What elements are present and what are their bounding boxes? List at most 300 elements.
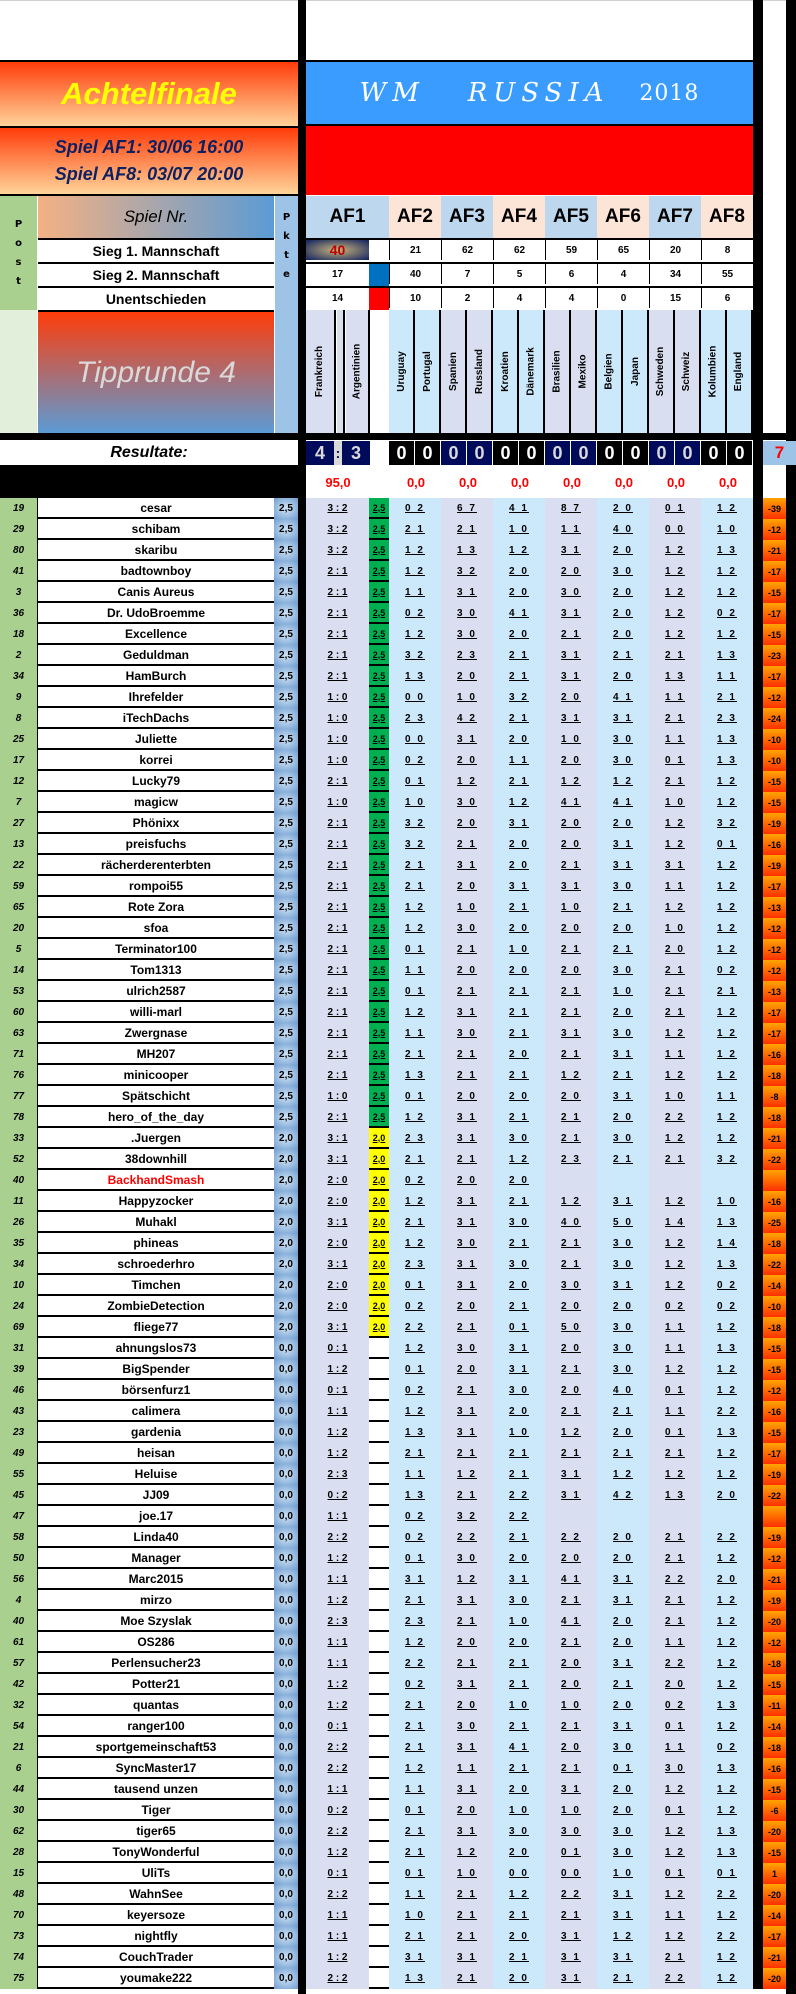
- tip-af5[interactable]: 4 1: [545, 1611, 597, 1632]
- tip-af1[interactable]: 1 : 0: [306, 792, 369, 813]
- tip-af7[interactable]: 2 2: [649, 1107, 701, 1128]
- player-name[interactable]: magicw: [37, 792, 274, 813]
- player-name[interactable]: tausend unzen: [37, 1779, 274, 1800]
- tip-af5[interactable]: 1 2: [545, 1065, 597, 1086]
- tip-af8[interactable]: 0 2: [701, 1275, 753, 1296]
- tip-af6[interactable]: 2 0: [597, 1632, 649, 1653]
- tip-af7[interactable]: 2 1: [649, 960, 701, 981]
- tip-af7[interactable]: 2 1: [649, 1149, 701, 1170]
- player-name[interactable]: Zwergnase: [37, 1023, 274, 1044]
- tip-af8[interactable]: 0 1: [701, 834, 753, 855]
- tip-af2[interactable]: 2 3: [389, 1128, 441, 1149]
- tip-af5[interactable]: 3 1: [545, 1947, 597, 1968]
- tip-af2[interactable]: 0 1: [389, 981, 441, 1002]
- tip-af4[interactable]: 2 0: [493, 1779, 545, 1800]
- tip-af3[interactable]: 4 2: [441, 708, 493, 729]
- player-name[interactable]: iTechDachs: [37, 708, 274, 729]
- table-row[interactable]: [0, 939, 796, 960]
- tip-af3[interactable]: 3 0: [441, 1338, 493, 1359]
- player-name[interactable]: joe.17: [37, 1506, 274, 1527]
- tip-af8[interactable]: 1 2: [701, 1716, 753, 1737]
- tip-af8[interactable]: 2 2: [701, 1926, 753, 1947]
- tip-af7[interactable]: 1 3: [649, 1485, 701, 1506]
- tip-af6[interactable]: 2 0: [597, 918, 649, 939]
- tip-af5[interactable]: 2 0: [545, 561, 597, 582]
- tip-af4[interactable]: 3 0: [493, 1254, 545, 1275]
- tip-af3[interactable]: 3 1: [441, 1107, 493, 1128]
- tip-af6[interactable]: 3 1: [597, 1716, 649, 1737]
- tip-af7[interactable]: 1 2: [649, 603, 701, 624]
- tip-af4[interactable]: 2 1: [493, 1464, 545, 1485]
- player-name[interactable]: UliTs: [37, 1863, 274, 1884]
- table-row[interactable]: [0, 1023, 796, 1044]
- tip-af8[interactable]: 1 2: [701, 1464, 753, 1485]
- tip-af6[interactable]: 2 0: [597, 1107, 649, 1128]
- table-row[interactable]: [0, 1758, 796, 1779]
- table-row[interactable]: [0, 666, 796, 687]
- tip-af5[interactable]: 1 2: [545, 1422, 597, 1443]
- tip-af2[interactable]: 0 2: [389, 603, 441, 624]
- tip-af7[interactable]: 1 2: [649, 1464, 701, 1485]
- tip-af5[interactable]: 3 1: [545, 666, 597, 687]
- tip-af1[interactable]: 2 : 2: [306, 1821, 369, 1842]
- tip-af7[interactable]: 1 2: [649, 1275, 701, 1296]
- player-name[interactable]: cesar: [37, 498, 274, 519]
- tip-af6[interactable]: 3 1: [597, 708, 649, 729]
- tip-af1[interactable]: 1 : 1: [306, 1926, 369, 1947]
- tip-af3[interactable]: 3 0: [441, 1548, 493, 1569]
- table-row[interactable]: [0, 1863, 796, 1884]
- tip-af4[interactable]: 2 1: [493, 645, 545, 666]
- tip-af1[interactable]: 2 : 1: [306, 666, 369, 687]
- tip-af3[interactable]: 3 2: [441, 561, 493, 582]
- tip-af4[interactable]: 2 1: [493, 1947, 545, 1968]
- tip-af5[interactable]: 2 0: [545, 1086, 597, 1107]
- tip-af1[interactable]: 0 : 1: [306, 1716, 369, 1737]
- tip-af3[interactable]: 3 1: [441, 1275, 493, 1296]
- tip-af4[interactable]: 1 2: [493, 1149, 545, 1170]
- tip-af3[interactable]: 2 0: [441, 1359, 493, 1380]
- tip-af6[interactable]: 3 1: [597, 1590, 649, 1611]
- tip-af6[interactable]: 3 0: [597, 1359, 649, 1380]
- player-name[interactable]: Canis Aureus: [37, 582, 274, 603]
- tip-af8[interactable]: 2 2: [701, 1527, 753, 1548]
- tip-af2[interactable]: 0 1: [389, 1086, 441, 1107]
- table-row[interactable]: [0, 1128, 796, 1149]
- tip-af3[interactable]: 3 2: [441, 1506, 493, 1527]
- tip-af2[interactable]: 0 1: [389, 1800, 441, 1821]
- tip-af4[interactable]: 2 0: [493, 582, 545, 603]
- tip-af5[interactable]: 2 0: [545, 813, 597, 834]
- tip-af3[interactable]: 1 0: [441, 1863, 493, 1884]
- table-row[interactable]: [0, 1002, 796, 1023]
- tip-af5[interactable]: 1 0: [545, 729, 597, 750]
- tip-af2[interactable]: 1 1: [389, 582, 441, 603]
- tip-af1[interactable]: 1 : 2: [306, 1842, 369, 1863]
- tip-af4[interactable]: 4 1: [493, 1737, 545, 1758]
- tip-af7[interactable]: 0 2: [649, 1695, 701, 1716]
- tip-af4[interactable]: 2 1: [493, 1296, 545, 1317]
- tip-af7[interactable]: 1 2: [649, 834, 701, 855]
- tip-af6[interactable]: 2 0: [597, 1548, 649, 1569]
- tip-af4[interactable]: 3 0: [493, 1212, 545, 1233]
- tip-af3[interactable]: 3 1: [441, 1128, 493, 1149]
- tip-af6[interactable]: 4 0: [597, 1380, 649, 1401]
- tip-af1[interactable]: 1 : 1: [306, 1779, 369, 1800]
- tip-af6[interactable]: 4 1: [597, 792, 649, 813]
- tip-af4[interactable]: 2 0: [493, 1548, 545, 1569]
- tip-af6[interactable]: 2 0: [597, 1800, 649, 1821]
- tip-af4[interactable]: 2 0: [493, 1170, 545, 1191]
- tip-af6[interactable]: 2 0: [597, 540, 649, 561]
- tip-af3[interactable]: 3 0: [441, 792, 493, 813]
- player-name[interactable]: 38downhill: [37, 1149, 274, 1170]
- tip-af4[interactable]: 1 0: [493, 1695, 545, 1716]
- table-row[interactable]: [0, 981, 796, 1002]
- tip-af2[interactable]: 3 1: [389, 1947, 441, 1968]
- tip-af1[interactable]: 2 : 2: [306, 1968, 369, 1989]
- tip-af4[interactable]: 3 0: [493, 1821, 545, 1842]
- tip-af8[interactable]: 1 3: [701, 750, 753, 771]
- tip-af1[interactable]: 2 : 1: [306, 1107, 369, 1128]
- table-row[interactable]: [0, 1086, 796, 1107]
- tip-af7[interactable]: 2 2: [649, 1653, 701, 1674]
- tip-af2[interactable]: 2 2: [389, 1317, 441, 1338]
- tip-af3[interactable]: 1 2: [441, 771, 493, 792]
- table-row[interactable]: [0, 1044, 796, 1065]
- player-name[interactable]: WahnSee: [37, 1884, 274, 1905]
- tip-af1[interactable]: 2 : 1: [306, 918, 369, 939]
- tip-af8[interactable]: 2 3: [701, 708, 753, 729]
- tip-af1[interactable]: 2 : 0: [306, 1233, 369, 1254]
- table-row[interactable]: [0, 897, 796, 918]
- player-name[interactable]: youmake222: [37, 1968, 274, 1989]
- tip-af1[interactable]: 2 : 0: [306, 1191, 369, 1212]
- tip-af1[interactable]: 3 : 1: [306, 1212, 369, 1233]
- tip-af8[interactable]: 1 2: [701, 1023, 753, 1044]
- tip-af3[interactable]: 3 1: [441, 1590, 493, 1611]
- tip-af1[interactable]: 2 : 1: [306, 855, 369, 876]
- player-name[interactable]: sportgemeinschaft53: [37, 1737, 274, 1758]
- tip-af3[interactable]: 2 1: [441, 1611, 493, 1632]
- tip-af2[interactable]: 2 1: [389, 855, 441, 876]
- player-name[interactable]: Marc2015: [37, 1569, 274, 1590]
- tip-af8[interactable]: 1 2: [701, 1653, 753, 1674]
- player-name[interactable]: HamBurch: [37, 666, 274, 687]
- tip-af2[interactable]: 1 2: [389, 1338, 441, 1359]
- tip-af4[interactable]: 2 0: [493, 1842, 545, 1863]
- tip-af7[interactable]: 1 1: [649, 1737, 701, 1758]
- player-name[interactable]: Heluise: [37, 1464, 274, 1485]
- tip-af7[interactable]: 2 0: [649, 939, 701, 960]
- tip-af5[interactable]: 2 1: [545, 1401, 597, 1422]
- table-row[interactable]: [0, 729, 796, 750]
- tip-af2[interactable]: 2 2: [389, 1653, 441, 1674]
- tip-af5[interactable]: 2 0: [545, 1296, 597, 1317]
- tip-af4[interactable]: 2 1: [493, 1527, 545, 1548]
- tip-af8[interactable]: 1 3: [701, 645, 753, 666]
- tip-af8[interactable]: 1 2: [701, 1065, 753, 1086]
- tip-af6[interactable]: 1 0: [597, 1863, 649, 1884]
- player-name[interactable]: Tiger: [37, 1800, 274, 1821]
- player-name[interactable]: .Juergen: [37, 1128, 274, 1149]
- tip-af8[interactable]: 1 2: [701, 918, 753, 939]
- tip-af4[interactable]: 2 0: [493, 855, 545, 876]
- tip-af4[interactable]: 2 1: [493, 1716, 545, 1737]
- tip-af1[interactable]: 0 : 1: [306, 1380, 369, 1401]
- tip-af1[interactable]: 1 : 1: [306, 1569, 369, 1590]
- tip-af7[interactable]: 1 2: [649, 1821, 701, 1842]
- table-row[interactable]: [0, 1338, 796, 1359]
- tip-af1[interactable]: 1 : 1: [306, 1632, 369, 1653]
- tip-af1[interactable]: 1 : 1: [306, 1653, 369, 1674]
- tip-af7[interactable]: 0 1: [649, 1863, 701, 1884]
- tip-af1[interactable]: 2 : 1: [306, 876, 369, 897]
- tip-af8[interactable]: 1 3: [701, 1821, 753, 1842]
- tip-af8[interactable]: [701, 1506, 753, 1527]
- tip-af2[interactable]: 1 1: [389, 1779, 441, 1800]
- tip-af6[interactable]: 2 0: [597, 1611, 649, 1632]
- tip-af6[interactable]: 3 0: [597, 750, 649, 771]
- tip-af5[interactable]: 2 1: [545, 981, 597, 1002]
- tip-af8[interactable]: 1 1: [701, 666, 753, 687]
- tip-af7[interactable]: 1 1: [649, 729, 701, 750]
- player-name[interactable]: schroederhro: [37, 1254, 274, 1275]
- tip-af6[interactable]: 3 1: [597, 1275, 649, 1296]
- tip-af4[interactable]: 2 0: [493, 1401, 545, 1422]
- tip-af1[interactable]: 1 : 2: [306, 1443, 369, 1464]
- tip-af7[interactable]: 0 1: [649, 498, 701, 519]
- table-row[interactable]: [0, 1968, 796, 1989]
- tip-af6[interactable]: 3 0: [597, 1254, 649, 1275]
- tip-af5[interactable]: 2 0: [545, 1380, 597, 1401]
- table-row[interactable]: [0, 1779, 796, 1800]
- tip-af5[interactable]: 2 0: [545, 834, 597, 855]
- tip-af6[interactable]: 2 0: [597, 1779, 649, 1800]
- tip-af5[interactable]: 3 0: [545, 1275, 597, 1296]
- table-row[interactable]: [0, 1107, 796, 1128]
- tip-af4[interactable]: 0 0: [493, 1863, 545, 1884]
- tip-af5[interactable]: 2 2: [545, 1527, 597, 1548]
- table-row[interactable]: [0, 1590, 796, 1611]
- tip-af2[interactable]: 0 1: [389, 1548, 441, 1569]
- tip-af5[interactable]: 2 0: [545, 1548, 597, 1569]
- tip-af3[interactable]: 3 1: [441, 1191, 493, 1212]
- tip-af3[interactable]: 1 2: [441, 1464, 493, 1485]
- tip-af3[interactable]: 3 1: [441, 1821, 493, 1842]
- tip-af8[interactable]: 1 2: [701, 939, 753, 960]
- tip-af7[interactable]: 1 2: [649, 1926, 701, 1947]
- tip-af5[interactable]: 2 2: [545, 1884, 597, 1905]
- tip-af6[interactable]: [597, 1506, 649, 1527]
- player-name[interactable]: hero_of_the_day: [37, 1107, 274, 1128]
- table-row[interactable]: [0, 1422, 796, 1443]
- tip-af2[interactable]: 3 2: [389, 645, 441, 666]
- tip-af8[interactable]: 1 2: [701, 876, 753, 897]
- table-row[interactable]: [0, 603, 796, 624]
- tip-af3[interactable]: 2 1: [441, 1380, 493, 1401]
- tip-af2[interactable]: 1 0: [389, 792, 441, 813]
- player-name[interactable]: börsenfurz1: [37, 1380, 274, 1401]
- tip-af2[interactable]: 1 2: [389, 624, 441, 645]
- tip-af1[interactable]: 2 : 1: [306, 834, 369, 855]
- player-name[interactable]: quantas: [37, 1695, 274, 1716]
- tip-af7[interactable]: 1 2: [649, 1023, 701, 1044]
- tip-af1[interactable]: 1 : 1: [306, 1401, 369, 1422]
- tip-af8[interactable]: 1 2: [701, 1968, 753, 1989]
- tip-af3[interactable]: 3 1: [441, 1422, 493, 1443]
- tip-af1[interactable]: 2 : 3: [306, 1611, 369, 1632]
- tip-af3[interactable]: 3 1: [441, 582, 493, 603]
- player-name[interactable]: JJ09: [37, 1485, 274, 1506]
- tip-af2[interactable]: 0 0: [389, 687, 441, 708]
- tip-af5[interactable]: 2 1: [545, 1233, 597, 1254]
- player-name[interactable]: gardenia: [37, 1422, 274, 1443]
- table-row[interactable]: [0, 918, 796, 939]
- player-name[interactable]: Terminator100: [37, 939, 274, 960]
- tip-af4[interactable]: 2 1: [493, 1905, 545, 1926]
- tip-af7[interactable]: 2 1: [649, 1527, 701, 1548]
- tip-af6[interactable]: 3 1: [597, 1044, 649, 1065]
- tip-af2[interactable]: 0 2: [389, 1506, 441, 1527]
- tip-af7[interactable]: 1 1: [649, 1632, 701, 1653]
- tip-af6[interactable]: 2 0: [597, 603, 649, 624]
- tip-af3[interactable]: 2 1: [441, 1968, 493, 1989]
- tip-af4[interactable]: 2 1: [493, 1065, 545, 1086]
- tip-af3[interactable]: 3 1: [441, 1254, 493, 1275]
- tip-af1[interactable]: 3 : 2: [306, 519, 369, 540]
- tip-af4[interactable]: 2 0: [493, 1275, 545, 1296]
- tip-af4[interactable]: 2 1: [493, 1758, 545, 1779]
- tip-af6[interactable]: 3 1: [597, 1947, 649, 1968]
- player-name[interactable]: tiger65: [37, 1821, 274, 1842]
- table-row[interactable]: [0, 1527, 796, 1548]
- table-row[interactable]: [0, 1317, 796, 1338]
- tip-af5[interactable]: 3 0: [545, 582, 597, 603]
- tip-af7[interactable]: [649, 1506, 701, 1527]
- tip-af3[interactable]: 2 0: [441, 750, 493, 771]
- tip-af2[interactable]: 1 2: [389, 1002, 441, 1023]
- tip-af3[interactable]: 2 1: [441, 519, 493, 540]
- player-name[interactable]: Manager: [37, 1548, 274, 1569]
- tip-af6[interactable]: 3 0: [597, 561, 649, 582]
- tip-af3[interactable]: 3 1: [441, 855, 493, 876]
- tip-af2[interactable]: 0 2: [389, 1380, 441, 1401]
- tip-af6[interactable]: 2 0: [597, 1002, 649, 1023]
- tip-af1[interactable]: 1 : 2: [306, 1590, 369, 1611]
- table-row[interactable]: [0, 1716, 796, 1737]
- player-name[interactable]: sfoa: [37, 918, 274, 939]
- tip-af2[interactable]: 2 1: [389, 1212, 441, 1233]
- tip-af4[interactable]: 1 0: [493, 939, 545, 960]
- tip-af8[interactable]: 1 2: [701, 792, 753, 813]
- tip-af2[interactable]: 2 1: [389, 1044, 441, 1065]
- tip-af6[interactable]: 3 0: [597, 876, 649, 897]
- tip-af7[interactable]: 1 2: [649, 1191, 701, 1212]
- table-row[interactable]: [0, 645, 796, 666]
- tip-af2[interactable]: 0 2: [389, 1527, 441, 1548]
- tip-af1[interactable]: 0 : 2: [306, 1800, 369, 1821]
- tip-af7[interactable]: 0 1: [649, 1800, 701, 1821]
- player-name[interactable]: Rote Zora: [37, 897, 274, 918]
- tip-af4[interactable]: 2 0: [493, 1086, 545, 1107]
- tip-af8[interactable]: 1 3: [701, 1422, 753, 1443]
- table-row[interactable]: [0, 1233, 796, 1254]
- tip-af1[interactable]: 1 : 0: [306, 750, 369, 771]
- tip-af2[interactable]: 1 1: [389, 1464, 441, 1485]
- player-name[interactable]: Linda40: [37, 1527, 274, 1548]
- tip-af6[interactable]: 3 1: [597, 1884, 649, 1905]
- tip-af3[interactable]: 2 1: [441, 1317, 493, 1338]
- table-row[interactable]: [0, 1380, 796, 1401]
- tip-af5[interactable]: 2 1: [545, 624, 597, 645]
- table-row[interactable]: [0, 1926, 796, 1947]
- tip-af6[interactable]: 2 0: [597, 1695, 649, 1716]
- tip-af5[interactable]: 3 1: [545, 1464, 597, 1485]
- player-name[interactable]: TonyWonderful: [37, 1842, 274, 1863]
- tip-af7[interactable]: 1 2: [649, 1254, 701, 1275]
- tip-af6[interactable]: 3 0: [597, 1737, 649, 1758]
- tip-af2[interactable]: 1 2: [389, 918, 441, 939]
- tip-af6[interactable]: 4 2: [597, 1485, 649, 1506]
- tip-af6[interactable]: 2 1: [597, 1065, 649, 1086]
- table-row[interactable]: [0, 687, 796, 708]
- tip-af5[interactable]: 2 1: [545, 1254, 597, 1275]
- player-name[interactable]: phineas: [37, 1233, 274, 1254]
- tip-af1[interactable]: 0 : 2: [306, 1485, 369, 1506]
- tip-af2[interactable]: 2 1: [389, 1821, 441, 1842]
- tip-af8[interactable]: 0 2: [701, 1296, 753, 1317]
- table-row[interactable]: [0, 1842, 796, 1863]
- tip-af7[interactable]: 1 0: [649, 792, 701, 813]
- tip-af8[interactable]: 1 3: [701, 540, 753, 561]
- tip-af3[interactable]: 3 0: [441, 1023, 493, 1044]
- tip-af6[interactable]: 4 1: [597, 687, 649, 708]
- tip-af4[interactable]: 2 0: [493, 624, 545, 645]
- tip-af2[interactable]: 2 1: [389, 1842, 441, 1863]
- tip-af3[interactable]: 3 0: [441, 624, 493, 645]
- tip-af3[interactable]: 3 1: [441, 729, 493, 750]
- tip-af3[interactable]: 2 1: [441, 981, 493, 1002]
- table-row[interactable]: [0, 498, 796, 519]
- tip-af7[interactable]: 1 2: [649, 561, 701, 582]
- tip-af7[interactable]: 1 1: [649, 1905, 701, 1926]
- tip-af8[interactable]: 1 2: [701, 1548, 753, 1569]
- table-row[interactable]: [0, 1548, 796, 1569]
- tip-af1[interactable]: 3 : 1: [306, 1317, 369, 1338]
- tip-af1[interactable]: 2 : 0: [306, 1275, 369, 1296]
- tip-af5[interactable]: 3 1: [545, 1779, 597, 1800]
- tip-af6[interactable]: 2 0: [597, 498, 649, 519]
- table-row[interactable]: [0, 1275, 796, 1296]
- tip-af1[interactable]: 2 : 1: [306, 1065, 369, 1086]
- tip-af5[interactable]: 1 1: [545, 519, 597, 540]
- tip-af4[interactable]: 2 1: [493, 1023, 545, 1044]
- tip-af5[interactable]: 3 1: [545, 1968, 597, 1989]
- tip-af2[interactable]: 2 3: [389, 1611, 441, 1632]
- tip-af5[interactable]: 3 1: [545, 1926, 597, 1947]
- tip-af4[interactable]: 2 1: [493, 897, 545, 918]
- table-row[interactable]: [0, 876, 796, 897]
- tip-af3[interactable]: 2 1: [441, 1884, 493, 1905]
- player-name[interactable]: korrei: [37, 750, 274, 771]
- tip-af1[interactable]: 2 : 2: [306, 1737, 369, 1758]
- tip-af3[interactable]: 2 1: [441, 1149, 493, 1170]
- tip-af2[interactable]: 1 3: [389, 1065, 441, 1086]
- tip-af3[interactable]: 3 1: [441, 1401, 493, 1422]
- tip-af4[interactable]: 3 0: [493, 1128, 545, 1149]
- tip-af6[interactable]: 3 0: [597, 1338, 649, 1359]
